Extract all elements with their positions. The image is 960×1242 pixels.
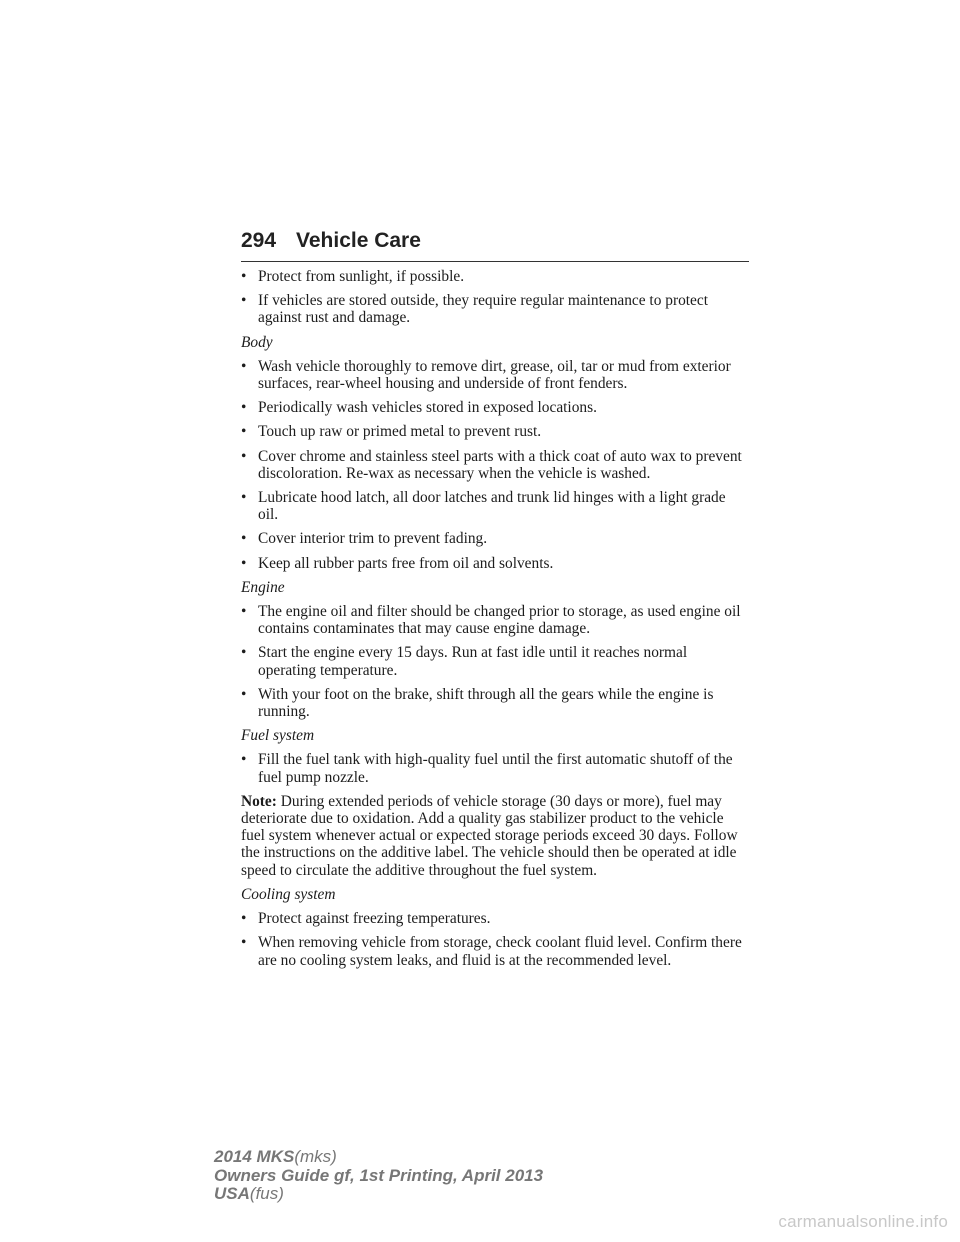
page-header xyxy=(241,229,749,262)
bullet-item: • The engine oil and filter should be changed prior to storage, as used engine oil contains contaminates that may cause engine damage. xyxy=(241,603,749,637)
section-heading-cooling: Cooling system xyxy=(241,885,336,903)
bullet-item: • Lubricate hood latch, all door latches and trunk lid hinges with a light grade oil. xyxy=(241,489,749,523)
note-paragraph xyxy=(241,793,749,879)
note-text: During extended periods of vehicle storage (30 days or more), fuel may deteriorate due to oxidation. Add a quality gas stabilizer product to the vehicle fuel system whenever actual or expected storage periods exceed 30 days. Follow the instructions on the additive label. The vehicle should then be operated at idle speed to circulate the additive throughout the fuel system. xyxy=(241,792,738,879)
bullet-item: • Fill the fuel tank with high-quality fuel until the first automatic shutoff of the fuel pump nozzle. xyxy=(241,751,749,785)
watermark-text: carmanualsonline.info xyxy=(778,1212,948,1231)
footer-market: USA xyxy=(214,1184,250,1203)
note-label: Note: xyxy=(241,792,277,810)
document-footer xyxy=(214,1148,543,1204)
footer-guide-info: Owners Guide gf, 1st Printing, April 2013 xyxy=(214,1165,544,1185)
bullet-item: • When removing vehicle from storage, check coolant fluid level. Confirm there are no cooling system leaks, and fluid is at the recommended level. xyxy=(241,934,749,968)
bullet-item: • Touch up raw or primed metal to prevent rust. xyxy=(241,423,749,440)
footer-market-code: (fus) xyxy=(249,1184,284,1203)
footer-model: 2014 MKS xyxy=(214,1147,295,1166)
section-heading-engine: Engine xyxy=(241,578,285,596)
bullet-item: • Protect against freezing temperatures. xyxy=(241,910,749,927)
main-content xyxy=(241,268,749,976)
page-number: 294 xyxy=(241,229,277,252)
bullet-item: • If vehicles are stored outside, they require regular maintenance to protect against rust and damage. xyxy=(241,292,749,326)
bullet-item: • Cover interior trim to prevent fading. xyxy=(241,530,749,547)
section-heading-fuel: Fuel system xyxy=(241,727,315,745)
bullet-item: • Cover chrome and stainless steel parts with a thick coat of auto wax to prevent discoloration. Re-wax as necessary when the vehicle is washed. xyxy=(241,448,749,482)
bullet-item: • With your foot on the brake, shift through all the gears while the engine is running. xyxy=(241,686,749,720)
section-heading-body: Body xyxy=(241,333,273,351)
page-title: Vehicle Care xyxy=(296,229,421,252)
bullet-item: • Wash vehicle thoroughly to remove dirt, grease, oil, tar or mud from exterior surfaces, rear-wheel housing and underside of front fenders. xyxy=(241,358,749,392)
bullet-item: • Keep all rubber parts free from oil and solvents. xyxy=(241,555,749,572)
bullet-item: • Protect from sunlight, if possible. xyxy=(241,268,749,285)
bullet-item: • Periodically wash vehicles stored in exposed locations. xyxy=(241,399,749,416)
footer-model-code: (mks) xyxy=(294,1147,337,1166)
bullet-item: • Start the engine every 15 days. Run at fast idle until it reaches normal operating temperature. xyxy=(241,644,749,678)
